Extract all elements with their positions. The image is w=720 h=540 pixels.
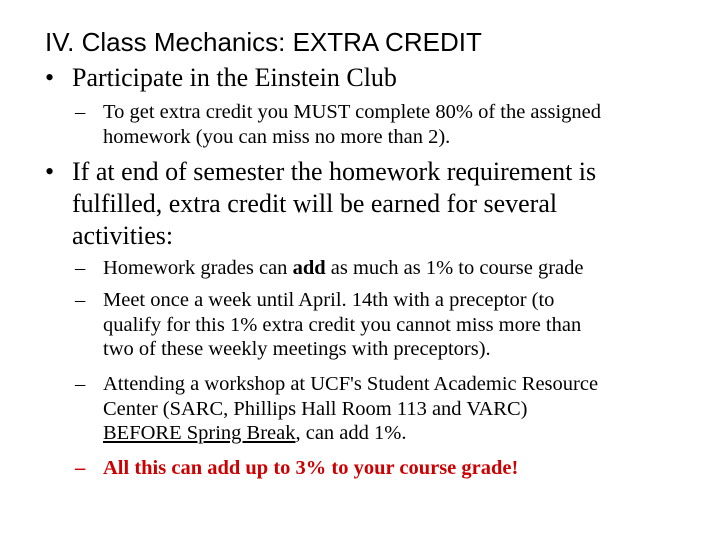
sub-bullet-text — [103, 372, 693, 446]
text-run: Homework grades can — [103, 257, 293, 279]
dash-marker: – — [75, 101, 86, 123]
dash-marker: – — [75, 257, 86, 279]
text-line: activities: — [72, 221, 174, 250]
text-line: To get extra credit you MUST complete 80% of the assigned — [103, 101, 602, 123]
dash-marker: – — [75, 289, 86, 311]
text-run: as much as 1% to course grade — [325, 257, 584, 279]
bullet-text: Participate in the Einstein Club — [72, 63, 397, 92]
underlined-deadline: BEFORE Spring Break — [103, 422, 296, 444]
text-line — [103, 421, 693, 446]
text-line: two of these weekly meetings with preceptors). — [103, 338, 491, 360]
text-run: , can add 1%. — [295, 422, 407, 444]
text-line: Center (SARC, Phillips Hall Room 113 and VARC) — [103, 397, 528, 420]
text-line: homework (you can miss no more than 2). — [103, 125, 451, 148]
bullet-text — [72, 156, 672, 252]
slide-title: IV. Class Mechanics: EXTRA CREDIT — [45, 27, 482, 57]
emphasis-add: add — [292, 257, 326, 279]
text-line: qualify for this 1% extra credit you cannot miss more than — [103, 313, 582, 336]
text-line: Meet once a week until April. 14th with a preceptor (to — [103, 289, 555, 311]
sub-bullet-text — [103, 100, 693, 149]
sub-bullet-text — [103, 288, 693, 362]
text-line: fulfilled, extra credit will be earned for several — [72, 189, 558, 218]
bullet-marker: • — [45, 63, 55, 92]
text-line: If at end of semester the homework requirement is — [72, 157, 597, 186]
sub-bullet-text — [103, 256, 693, 281]
dash-marker: – — [75, 457, 86, 479]
sub-bullet-text: All this can add up to 3% to your course grade! — [103, 457, 519, 479]
dash-marker: – — [75, 373, 86, 395]
text-line: Attending a workshop at UCF's Student Academic Resource — [103, 373, 599, 395]
bullet-marker: • — [45, 157, 55, 186]
